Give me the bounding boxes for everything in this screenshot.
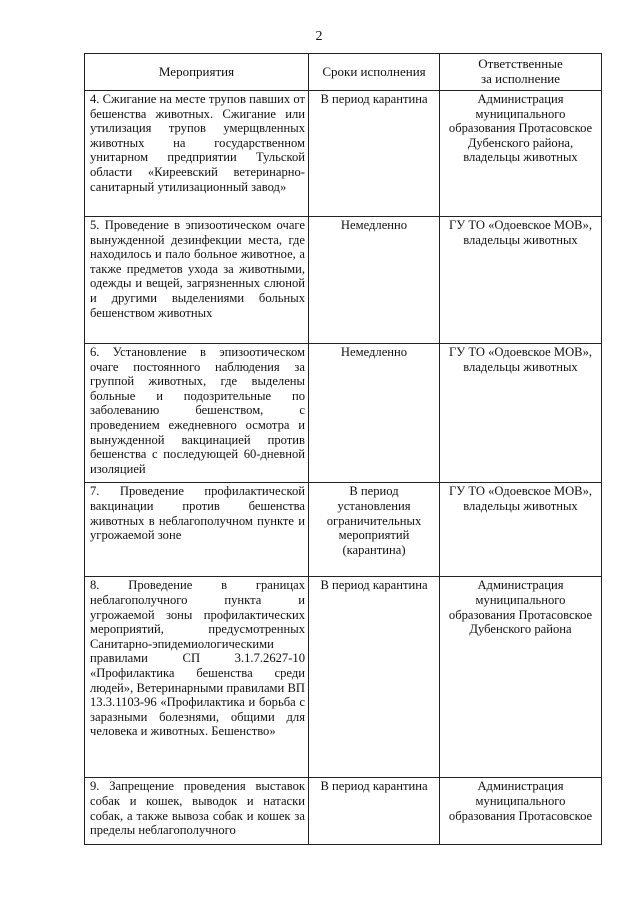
header-activities: Мероприятия <box>85 54 309 91</box>
table-row <box>85 91 602 217</box>
table-header-row <box>85 54 602 91</box>
table-row <box>85 778 602 844</box>
activity-cell: 6. Установление в эпизоотическом очаге постоянного наблюдения за группой животных, где выделены больные и подозрительные по заболеванию бешенством, с проведением ежедневного осмотра и вынужденной вакцинацией против бешенства с последующей 60-дневной изоляцией <box>85 344 309 483</box>
term-cell: В период карантина <box>309 778 440 844</box>
responsible-cell: ГУ ТО «Одоевское МОВ», владельцы животных <box>440 217 602 344</box>
table-row <box>85 344 602 483</box>
page-number: 2 <box>315 29 323 44</box>
responsible-cell: ГУ ТО «Одоевское МОВ», владельцы животных <box>440 344 602 483</box>
term-cell: В период карантина <box>309 91 440 217</box>
term-cell: В период карантина <box>309 577 440 778</box>
activity-cell: 7. Проведение профилактической вакцинации против бешенства животных в неблагополучном пункте и угрожаемой зоне <box>85 483 309 577</box>
table-row <box>85 217 602 344</box>
responsible-cell: ГУ ТО «Одоевское МОВ», владельцы животных <box>440 483 602 577</box>
term-cell: В период установления ограничительных мероприятий (карантина) <box>309 483 440 577</box>
measures-table <box>84 53 602 845</box>
activity-cell: 9. Запрещение проведения выставок собак и кошек, выводок и натаски собак, а также вывоза собак и кошек за пределы неблагополучного <box>85 778 309 844</box>
responsible-cell: Администрация муниципального образования Протасовское Дубенского района <box>440 577 602 778</box>
header-deadlines: Сроки исполнения <box>309 54 440 91</box>
responsible-cell: Администрация муниципального образования Протасовское Дубенского района, владельцы животных <box>440 91 602 217</box>
activity-cell: 8. Проведение в границах неблагополучного пункта и угрожаемой зоны профилактических мероприятий, предусмотренных Санитарно-эпидемиологическими правилами СП 3.1.7.2627-10 «Профилактика бешенства среди людей», Ветеринарными правилами ВП 13.3.1103-96 «Профилактика и борьба с заразными болезнями, общими для человека и животных. Бешенство» <box>85 577 309 778</box>
term-cell: Немедленно <box>309 344 440 483</box>
activity-cell: 5. Проведение в эпизоотическом очаге вынужденной дезинфекции места, где находилось и пало больное животное, а также предметов ухода за животными, одежды и вещей, загрязненных слюной и другими выделениями больных бешенством животных <box>85 217 309 344</box>
term-cell: Немедленно <box>309 217 440 344</box>
header-responsible: Ответственные за исполнение <box>440 54 602 91</box>
table-row <box>85 483 602 577</box>
responsible-cell: Администрация муниципального образования Протасовское <box>440 778 602 844</box>
activity-cell: 4. Сжигание на месте трупов павших от бешенства животных. Сжигание или утилизация трупов умерщвленных животных на государственном унитарном предприятии Тульской области «Киреевский ветеринарно-санитарный утилизационный завод» <box>85 91 309 217</box>
table-row <box>85 577 602 778</box>
